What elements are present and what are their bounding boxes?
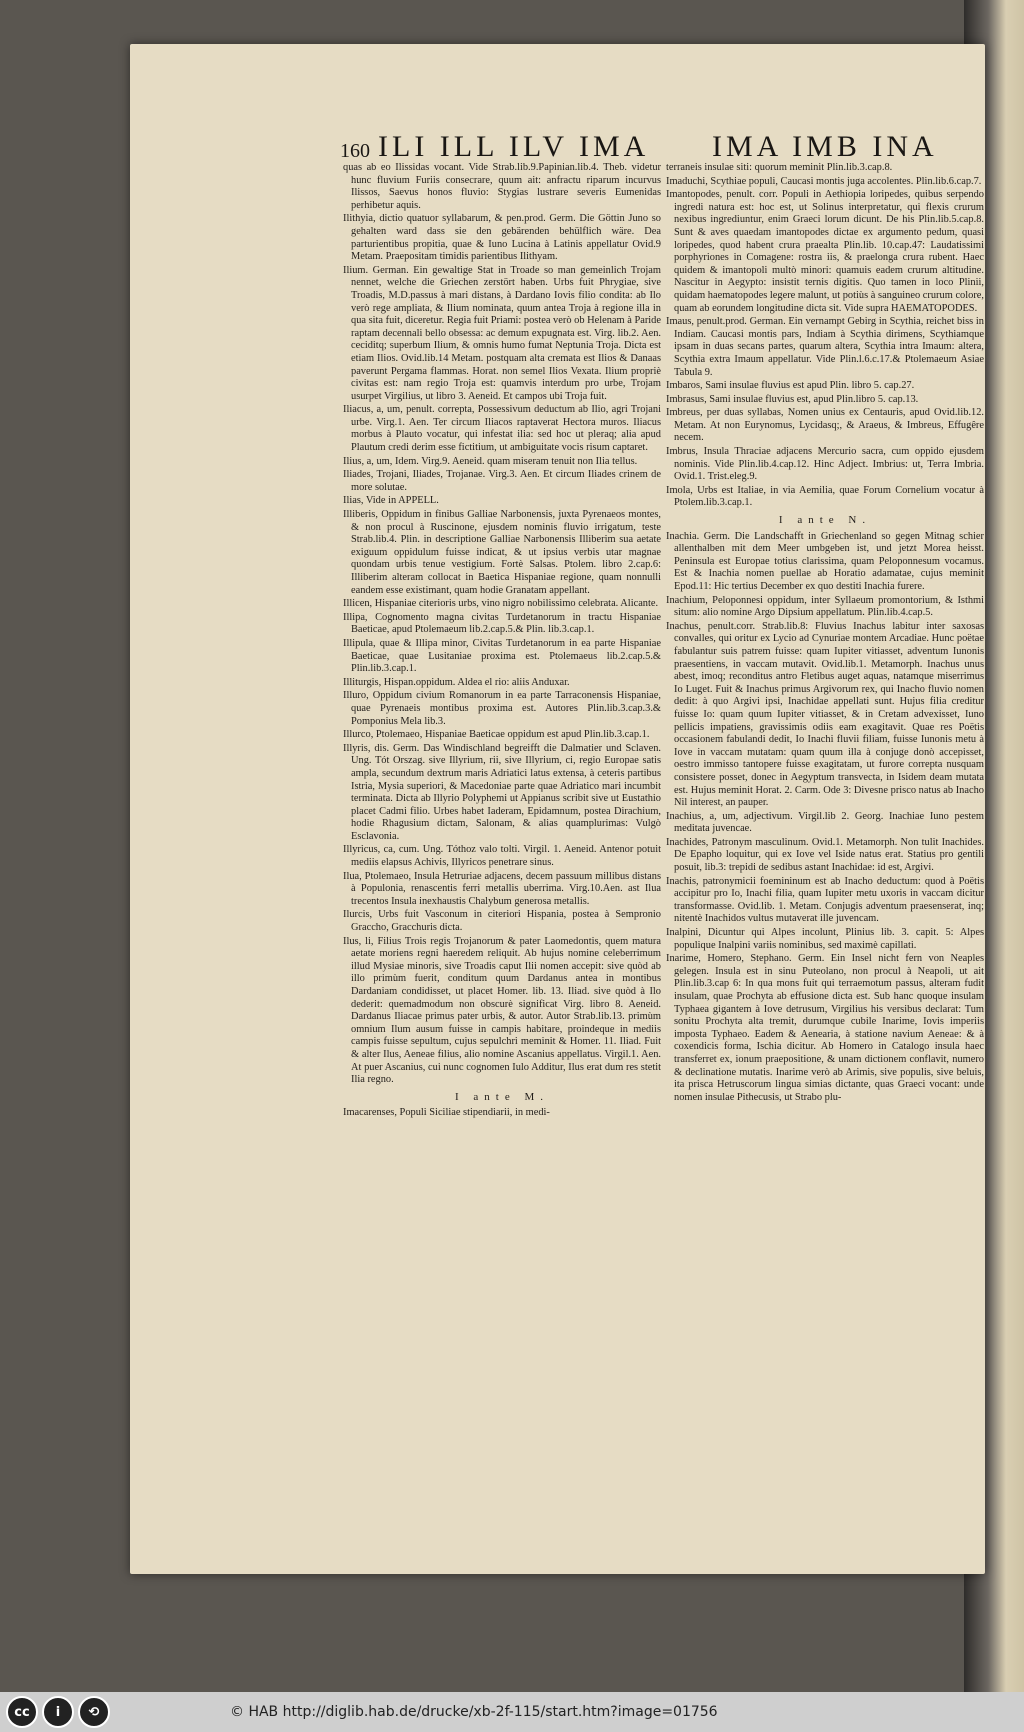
entry: Imbrus, Insula Thraciae adjacens Mercurio sacra, cum oppido ejusdem nominis. Vide Plin.lib.4.cap.12. Hinc Adject. Imbrius: ut, Terra Imbria. Ovid.1. Trist.eleg.9.: [666, 446, 984, 483]
entry: Inachus, penult.corr. Strab.lib.8: Fluvius Inachus labitur inter saxosas convalles, qui oritur ex Lycio ad Cynuriae montem Arcadiae. Hunc poëtae fabulantur suis patrem fuisse: quam Iupiter vitiasset, adventum Iunonis praesentiens, in vaccam mutavit. Ovid.lib.1. Metamorph. Inachus unus abest, imoq; reconditus antro Fletibus auget aquas, natamque miserrimus Io Luget. Fuit & Inachus primus Argivorum rex, qui Inacho fluvio nomen dedit: à quo Argivi ipsi, Inachidae appellati sunt. Hujus filia creditur fuisse Io: quam quum Iupiter vitiasset, & in Cretam advexisset, Iuno pellicis impatiens, gravissimis odiis eam exagitavit. Quae res Poëtis occasionem fabulandi dedit, Io Inachi fluvii filiam, fuisse Iunonis metu à Iove in vaccam mutatam: quam quum illa à conjuge donò accepisset, oestro immisso tantopere fuisse exagitatam, ut furore correpta nusquam consistere posset, donec in Aegyptum transvecta, in Isidem deam mutata est. Hujus meminit Horat. 2. Carm. Ode 3: Divesne prisco natus ab Inacho Nil interest, an pauper.: [666, 620, 984, 809]
entry: terraneis insulae siti: quorum meminit Plin.lib.3.cap.8.: [666, 162, 893, 173]
entry: Inarime, Homero, Stephano. Germ. Ein Insel nicht fern von Neaples gelegen. Insula est in sinu Puteolano, non procul à Neapoli, ut ait Plin.lib.3.cap 6: In qua mons fuit qui terraemotum passus, alteram fudit insulam, quae Prochyta ab effusione dicta est. Sub hanc quoque insulam Typhaea gigantem à Iove detrusum, Virgilius his versibus declarat: Tum sonitu Prochyta alta tremit, durumque cubile Inarime, Iovis imperiis imposta Typhaeo. Eadem & Aenearia, à statione navium Aeneae: & à coxendicis forma, Ischia dicitur. Ab Homero in Catalogo insula haec transferret ex, ionum praepositione, & unam dictionem conflavit, numero & declinatione mutatis. Inarime verò ab Arimis, sive populis, sive beluis, ita prisca Hetruscorum lingua simias dictante, quas Graeci vocant: unde nomen insulae Pithecusis, ut Strabo plu-: [666, 953, 984, 1103]
license-badges[interactable]: [6, 1696, 110, 1728]
entry: Illipula, quae & Illipa minor, Civitas Turdetanorum in ea parte Hispaniae Baeticae, quae Lusitaniae proxima est. Ptolemaeus lib.2.cap.5.& Plin.lib.3.cap.1.: [343, 637, 661, 675]
credit-link[interactable]: © HAB http://diglib.hab.de/drucke/xb-2f-115/start.htm?image=01756: [230, 1704, 718, 1720]
entry: Ilurcis, Urbs fuit Vasconum in citeriori Hispania, postea à Sempronio Graccho, Gracchuris dicta.: [343, 909, 661, 934]
footer-bar: [0, 1692, 1024, 1732]
entry: Imbreus, per duas syllabas, Nomen unius ex Centauris, apud Ovid.lib.12. Metam. At non Eurynomus, Lycidasq;, & Araeus, & Imbreus, Effugêre necem.: [666, 407, 984, 444]
entry: Illiturgis, Hispan.oppidum. Aldea el rio: aliis Anduxar.: [343, 676, 570, 688]
entry: Illiberis, Oppidum in finibus Galliae Narbonensis, juxta Pyrenaeos montes, & non procul à Ruscinone, ejusdem nominis fluvio irrigatum, teste Strab.lib.4. Plin. in descriptione Galliae Narbonensis Illiberim sua aetate exiguum oppidulum fuisse indicat, & ut ipsius verbis utar magnae quondam urbis tenue vestigium. Fortè Salsas. Ptolem. libro 2.cap.6: Illiberim alteram collocat in Baetica Hispaniae regione, quam nonnulli eandem esse existimant, quam hodie Granatam appellant.: [343, 509, 661, 596]
page-number: 160: [340, 140, 370, 162]
running-head-right: IMA IMB INA: [712, 130, 938, 163]
entry: Illuro, Oppidum civium Romanorum in ea parte Tarraconensis Hispaniae, quae Pyrenaeis montibus proxima est. Autores Plin.lib.3.cap.3.& Pomponius Mela lib.3.: [343, 690, 661, 727]
entry: Ilius, a, um, Idem. Virg.9. Aeneid. quam miseram tenuit non Ilia tellus.: [343, 455, 638, 467]
entry: quas ab eo Ilissidas vocant. Vide Strab.lib.9.Papinian.lib.4. Theb. videtur hunc fluvium Furiis consecrare, quum ait: anfractu riparum incurvus Ilissos, Saevus honos fluvio: Stygias lustrare severis Eumenidas perhibetur aquis.: [343, 162, 661, 211]
entry: Ilua, Ptolemaeo, Insula Hetruriae adjacens, decem passuum millibus distans à Populonia, renascentis ferri metallis uberrima. Virg.10.Aen. ast Ilua trecentos Insula inexhaustis Chalybum generosa metallis.: [343, 870, 661, 907]
entry: Imola, Urbs est Italiae, in via Aemilia, quae Forum Cornelium vocatur à Ptolem.lib.3.cap.1.: [666, 484, 984, 509]
cc-icon: cc: [6, 1696, 38, 1728]
entry: Imbaros, Sami insulae fluvius est apud Plin. libro 5. cap.27.: [666, 380, 915, 392]
entry: Imacarenses, Populi Siciliae stipendiarii, in medi-: [343, 1107, 550, 1119]
entry: Inachis, patronymicii foemininum est ab Inacho deductum: quod à Poëtis accipitur pro Io, Inachi filia, quam Iupiter metu uxoris in vaccam dicitur transformasse. Ovid.lib. 1. Metam. Conjugis adventum praesenserat, inq; nitentè Inachidos vultus mutaverat ille juvencam.: [666, 875, 984, 925]
section-separator: I ante N.: [778, 514, 872, 527]
entry: Inachium, Peloponnesi oppidum, inter Syllaeum promontorium, & Isthmi situm: alio nomine Argo Dipsium appellatum. Plin.lib.4.cap.5.: [666, 594, 984, 619]
by-icon: i: [42, 1696, 74, 1728]
entry: Ilias, Vide in APPELL.: [343, 495, 439, 507]
entry: Illyris, dis. Germ. Das Windischland begreifft die Dalmatier und Sclaven. Ung. Tót Orszag. sive Illyrium, rii, sive Illyrium, ci, regio Europae satis ampla, secundum dextrum maris Adriatici latus extensa, à ceteris partibus Istria, Mysia superiori, & Macedoniae parte quae Adriatico mari incumbit terminata. Dicta ab Illyrio Polyphemi ut Appianus scribit sive ut Eustathio placet Cadmi filio. Urbes habet Iaderam, Epidamnum, postea Dirachium, hodie Rhagusium dictam, Salonam, & alias quamplurimas: Vulgò Esclavonia.: [343, 742, 661, 842]
entry: Imaus, penult.prod. German. Ein vernampt Gebirg in Scythia, reichet biss in Indiam. Caucasi montis pars, Indiam à Scythia dirimens, Scythiamque ipsam in duas secans partes, quarum altera, Scythia intra Imaum: altera, Scythia extra Imaum appellatur. Vide Plin.l.6.c.17.& Ptolemaeum Asiae Tabula 9.: [666, 316, 984, 378]
entry: Ilithyia, dictio quatuor syllabarum, & pen.prod. Germ. Die Göttin Juno so gehalten ward dass sie den gebärenden behülflich wäre. Dea parturientibus propitia, quae & Iuno Lucina à Latinis appellatur Ovid.9 Metam. Praepositam timidis parientibus Ilithyam.: [343, 213, 661, 263]
sa-icon: ⟲: [78, 1696, 110, 1728]
entry: Iliacus, a, um, penult. correpta, Possessivum deductum ab Ilio, agri Trojani urbe. Virg.1. Aen. Ter circum Iliacos raptaverat Hectora muros. Iliacus morbus à Plauto vocatur, qui infestat ilia: sed hoc ut pleraq; alia apud Plautum credi derim esse fictitium, ut ambiguitate vocis risum captaret.: [343, 404, 661, 454]
entry: Imantopodes, penult. corr. Populi in Aethiopia loripedes, quibus serpendo ingredi natura est: hoc est, ut Solinus interpretatur, qui flexis crurum nexibus ingrediuntur, enim Graeci lorum dicunt. De his Plin.lib.5.cap.8. Sunt & aves quaedam imantopodes dictae ex argumento pedum, quasi loripedes, quod habent crura praealta Plin.lib. 10.cap.47: Laudatissimi porphyriones in Comagene: rostra iis, & praelonga crura rubent. Haec quidem & imantopoli multò minori: quamuis eadem crurum altitudine. Nascitur in Aegypto: insistit ternis digitis. Quo tamen in loco Plinii, quidam haematopodes legere malunt, ut potiùs à sanguineo crurum colore, quam ab eorundem longitudine dicta sit. Vide supra HAEMATOPODES.: [666, 189, 984, 314]
entry: Imbrasus, Sami insulae fluvius est, apud Plin.libro 5. cap.13.: [666, 393, 919, 405]
entry: Ilium. German. Ein gewaltige Stat in Troade so man gemeinlich Trojam nennet, welche die Griechen zerstört haben. Urbs fuit Phrygiae, sive Troadis, M.D.passus à mari distans, à Dardano Iovis filio condita: ab Ilo verò rege ampliata, & Ilium nominata, quum antea Troja à regione illa in qua sita fuit, diceretur. Regia fuit Priami: postea verò ob Helenam à Paride raptam decennali bello obsessa: ac demum expugnata est. Virg. lib.2. Aen. ceciditq; superbum Ilium, & omnis humo fumat Neptunia Troja. Dicta est etiam Ilios. Ovid.lib.14 Metam. postquam alta cremata est Ilios & Danaas paverunt Pergama flammas. Horat. non semel Ilios Vexata. Ilium propriè civitas est: nam regio Troja est: quamvis interdum pro urbe, Trojam usurpet Virgilius, ut libro 3. Aeneid. Et campos ubi Troja fuit.: [343, 264, 661, 402]
left-column: [343, 162, 661, 1121]
entry: Illicen, Hispaniae citerioris urbs, vino nigro nobilissimo celebrata. Alicante.: [343, 598, 659, 610]
entry: Inachius, a, um, adjectivum. Virgil.lib 2. Georg. Inachiae Iuno pestem meditata juvencae.: [666, 810, 984, 835]
entry: Inalpini, Dicuntur qui Alpes incolunt, Plinius lib. 3. capit. 5: Alpes populique Inalpini variis nominibus, sed maximè capillati.: [666, 927, 984, 951]
entry: Ilus, li, Filius Trois regis Trojanorum & pater Laomedontis, quem matura aetate moriens regni haeredem reliquit. Ab hujus nomine celeberrimum illud Mysiae minoris, sive Troadis caput Ilii nomen accepit: sive quòd ab illo primùm fuerit, conditum quum Dardanus antea in montibus Dardaniam condidisset, ut placet Homer. lib. 13. Iliad. sive quòd à Ilo dederit: quemadmodum non obscurè significat Virg. libro 8. Aeneid. Dardanus Iliacae primus pater urbis, & autor. Autor Strab.lib.13. primùm omnium Ilum ausum fuisse in campis habitare, proindeque in mediis campis fuisse sepultum, cujus sepulchri meminit & Homer. 11. Iliad. Fuit & alter Ilus, Aeneae filius, alio nomine Ascanius appellatus. Virgil.1. Aen. At puer Ascanius, cui nunc cognomen Iulo Additur, Ilus erat dum res stetit Ilia regno.: [343, 935, 661, 1086]
section-separator: I ante M.: [454, 1090, 549, 1103]
entry: Illurco, Ptolemaeo, Hispaniae Baeticae oppidum est apud Plin.lib.3.cap.1.: [343, 729, 650, 741]
entry: Inachides, Patronym masculinum. Ovid.1. Metamorph. Non tulit Inachides. De Epapho loquitur, qui ex Iove vel Iside natus erat. Statius pro gentili posuit, lib.3: trepidi de sedibus astant Inachidae: id est, Argivi.: [666, 836, 984, 874]
running-head-left: ILI ILL ILV IMA: [378, 130, 650, 163]
entry: Iliades, Trojani, Iliades, Trojanae. Virg.3. Aen. Et circum Iliades crinem de more solutae.: [343, 469, 661, 493]
entry: Illipa, Cognomento magna civitas Turdetanorum in tractu Hispaniae Baeticae, apud Ptolemaeum lib.2.cap.5.& Plin. lib.3.cap.1.: [343, 611, 661, 636]
entry: Imaduchi, Scythiae populi, Caucasi montis juga accolentes. Plin.lib.6.cap.7.: [666, 175, 982, 187]
entry: Inachia. Germ. Die Landschafft in Griechenland so gegen Mitnag schier allenthalben mit dem Meer umbgeben ist, und jetzt Morea heisst. Peninsula est Europae totius clarissima, quam Peloponnesum vocamus. Est & Inachia nomen puellae ab Horatio adamatae, cujus meminit Epod.11: Hic tertius December ex quo destiti Inachia furere.: [666, 530, 984, 592]
entry: Illyricus, ca, cum. Ung. Tóthoz valo tolti. Virgil. 1. Aeneid. Antenor potuit mediis elapsus Achivis, Illyricos penetrare sinus.: [343, 844, 661, 869]
right-column: [666, 162, 984, 1105]
